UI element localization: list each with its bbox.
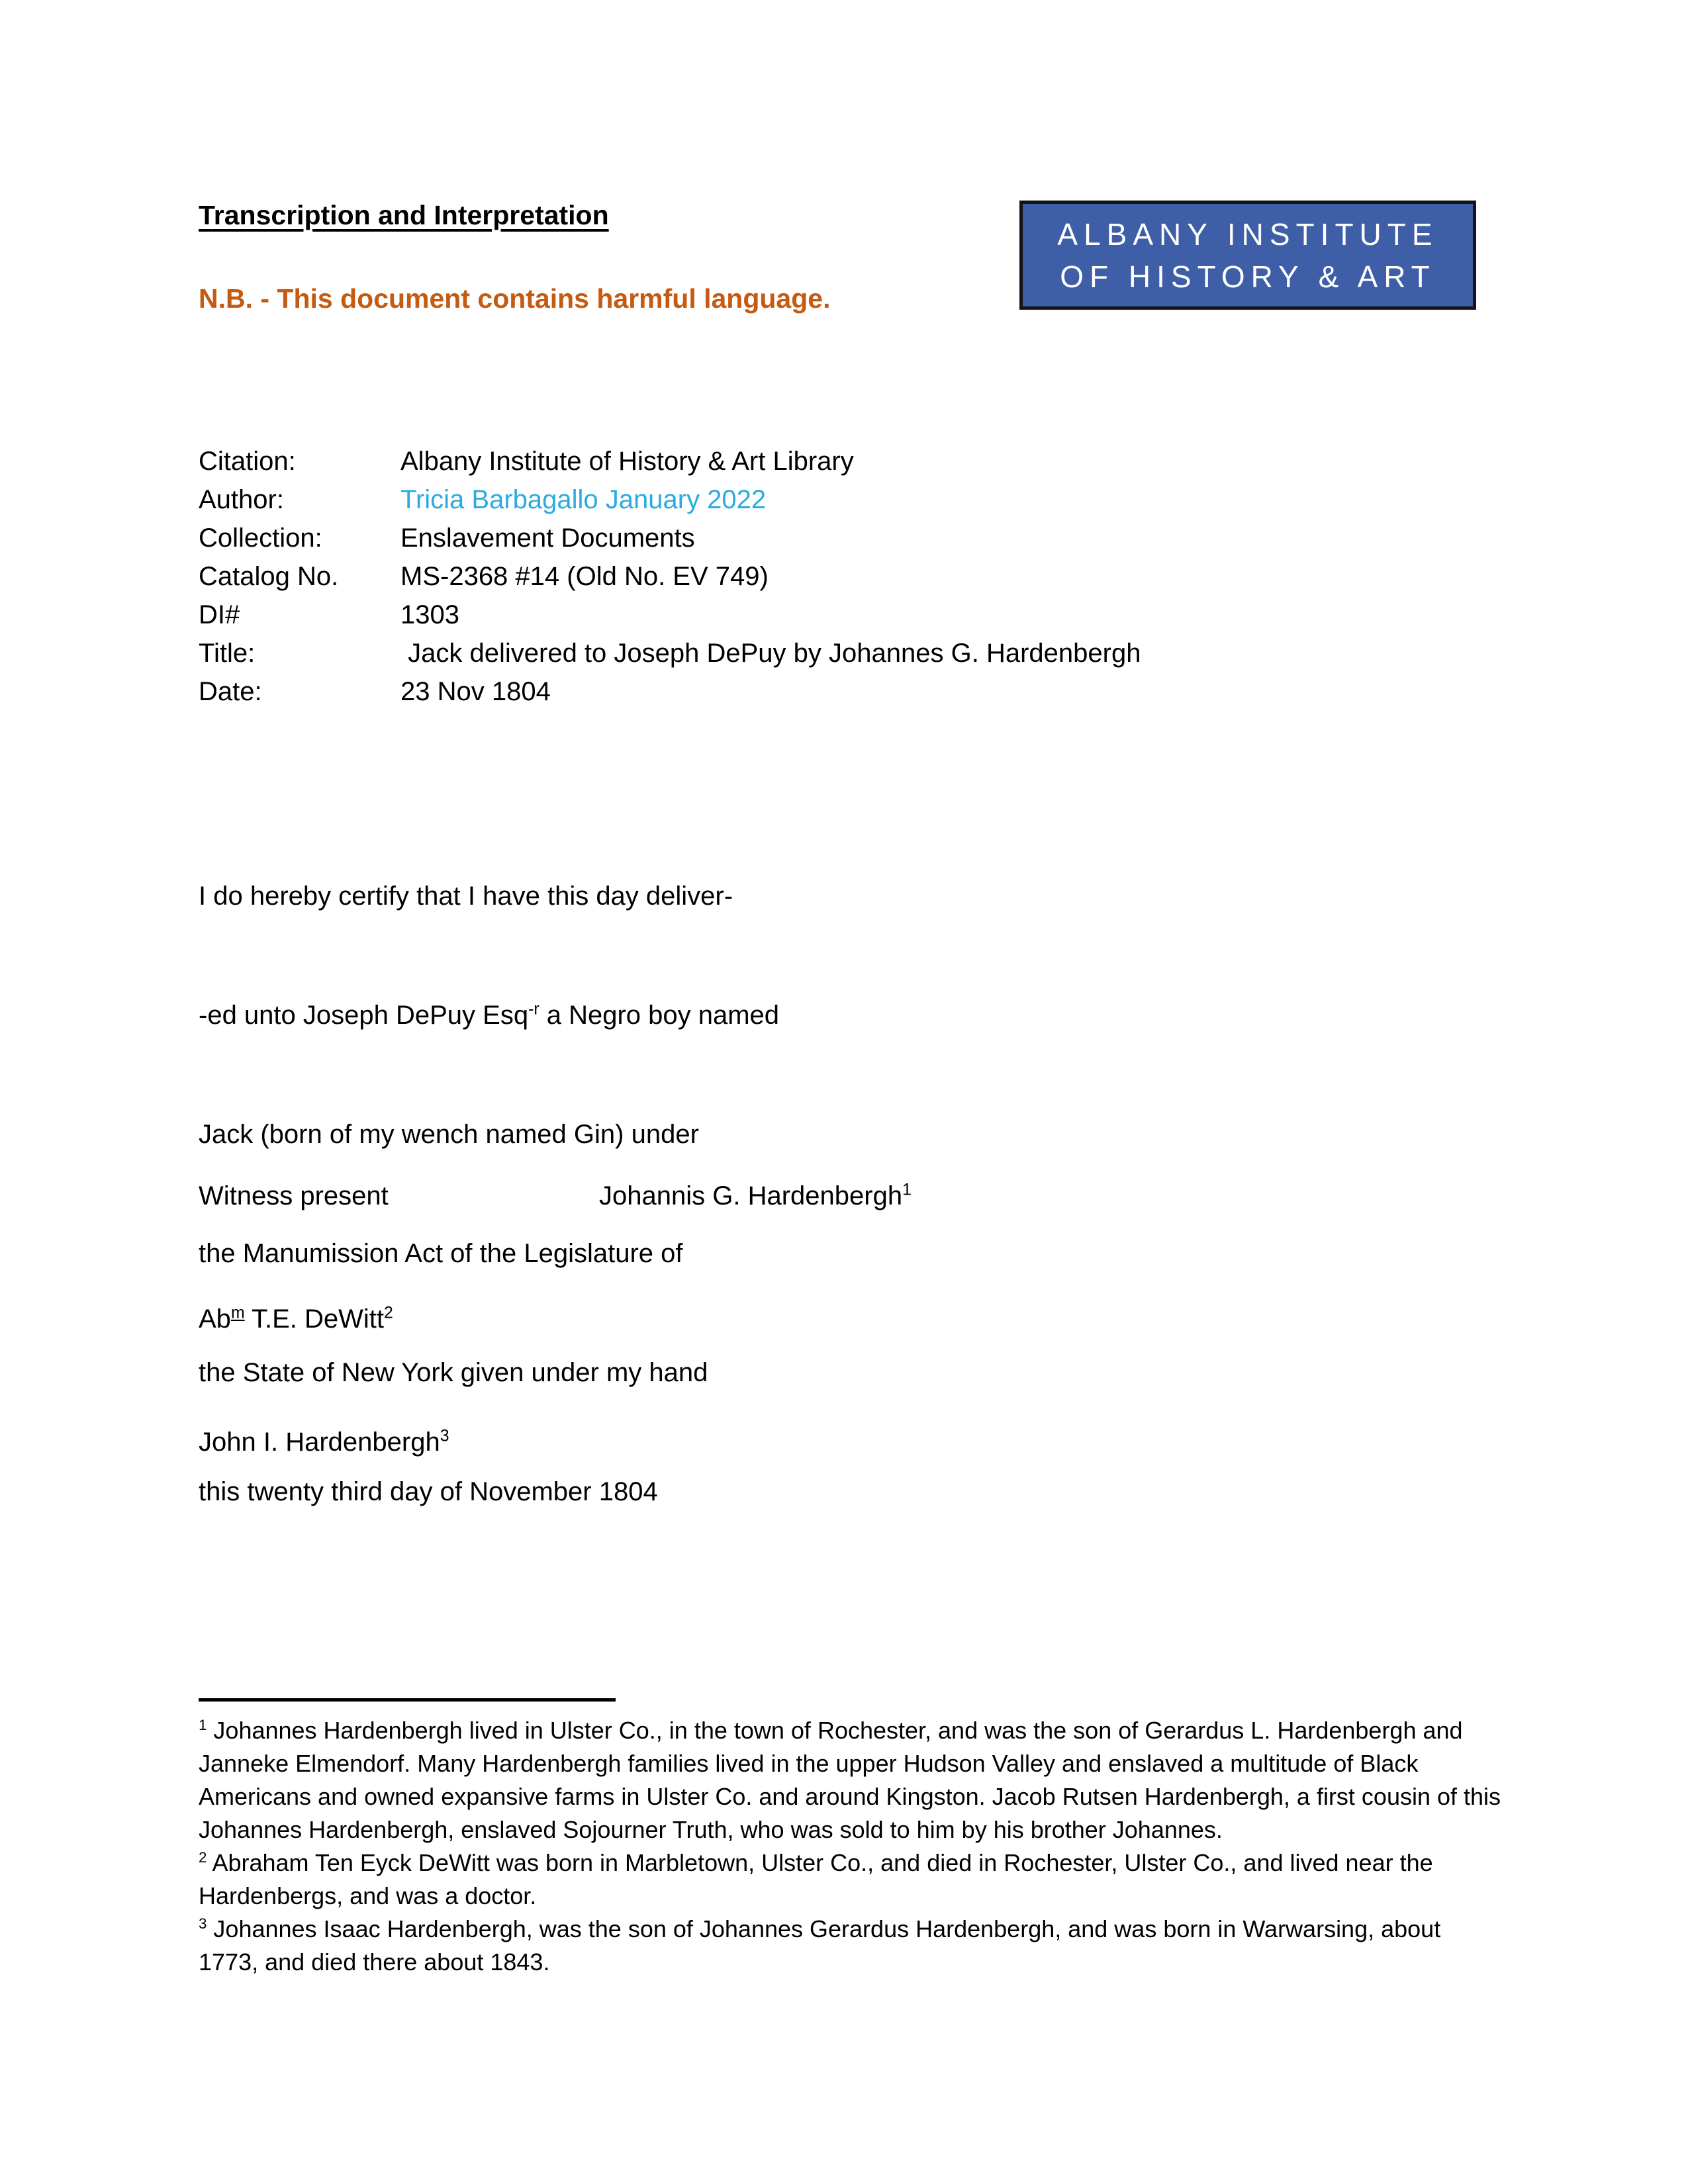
citation-row-author [199, 480, 1141, 519]
citation-row-date [199, 672, 1141, 711]
witness-3-name: John I. Hardenbergh [199, 1428, 440, 1457]
footnote-2 [199, 1846, 1506, 1913]
footnote-2-marker: 2 [199, 1849, 207, 1866]
transcription-line-4: the Manumission Act of the Legislature of [199, 1239, 683, 1268]
footnote-2-text: Abraham Ten Eyck DeWitt was born in Marbletown, Ulster Co., and died in Rochester, Ulster Co., and lived near the Hardenbergs, and was a doctor. [199, 1849, 1433, 1909]
footnote-3 [199, 1913, 1506, 1979]
logo-line-1: ALBANY INSTITUTE [1057, 216, 1438, 251]
transcription-line-2 [199, 995, 779, 1035]
witness-2-name-pre: Ab [199, 1304, 231, 1334]
catalog-no-value: MS-2368 #14 (Old No. EV 749) [400, 562, 769, 591]
witness-2-name-rest: T.E. DeWitt [244, 1304, 385, 1334]
title-value: Jack delivered to Joseph DePuy by Johannes G. Hardenbergh [400, 639, 1141, 668]
witness-row-3 [199, 1422, 912, 1463]
footnote-3-marker: 3 [199, 1915, 207, 1932]
citation-block [199, 442, 1141, 711]
harmful-language-notice: N.B. - This document contains harmful language. [199, 283, 831, 314]
footnote-ref-1: 1 [902, 1181, 912, 1199]
witness-row-1 [199, 1175, 912, 1216]
transcription-line-3: Jack (born of my wench named Gin) under [199, 1120, 699, 1149]
collection-label: Collection: [199, 523, 322, 553]
di-number-value: 1303 [400, 600, 459, 629]
footnote-1 [199, 1714, 1506, 1846]
citation-value: Albany Institute of History & Art Library [400, 447, 854, 476]
date-label: Date: [199, 677, 262, 706]
collection-value: Enslavement Documents [400, 523, 695, 553]
transcription-line-1: I do hereby certify that I have this day deliver- [199, 882, 733, 911]
citation-row-title [199, 634, 1141, 672]
witness-row-2 [199, 1298, 912, 1340]
date-value: 23 Nov 1804 [400, 677, 551, 706]
footnote-ref-3: 3 [440, 1427, 449, 1445]
citation-row-collection [199, 519, 1141, 557]
footnote-1-marker: 1 [199, 1717, 207, 1733]
transcription-line-5: the State of New York given under my hand [199, 1358, 708, 1387]
catalog-no-label: Catalog No. [199, 562, 339, 591]
footnote-1-text: Johannes Hardenbergh lived in Ulster Co., in the town of Rochester, and was the son of Gerardus L. Hardenbergh and Janneke Elmendorf. Many Hardenbergh families lived in the upper Hudson Valley and enslaved a multitude of Black Americans and owned expansive farms in Ulster Co. and around Kingston. Jacob Rutsen Hardenbergh, a first cousin of this Johannes Hardenbergh, enslaved Sojourner Truth, who was sold to him by his brother Johannes. [199, 1717, 1501, 1843]
witness-heading: Witness present [199, 1181, 389, 1210]
transcription-line-2-text: -ed unto Joseph DePuy Esq [199, 1001, 529, 1030]
footnotes-block [199, 1714, 1506, 1979]
esquire-superscript: -r [528, 1000, 539, 1019]
citation-row-di-number [199, 596, 1141, 634]
albany-institute-logo [1019, 201, 1476, 310]
footnote-3-text: Johannes Isaac Hardenbergh, was the son of Johannes Gerardus Hardenbergh, and was born in Warwarsing, about 1773, and died there about 1843. [199, 1915, 1441, 1976]
citation-label: Citation: [199, 447, 296, 476]
page-title: Transcription and Interpretation [199, 200, 609, 230]
signer-name: Johannis G. Hardenbergh [599, 1181, 903, 1210]
transcription-line-2-rest: a Negro boy named [539, 1001, 780, 1030]
title-label: Title: [199, 639, 256, 668]
author-label: Author: [199, 485, 284, 514]
abbreviation-superscript: m [230, 1304, 245, 1322]
logo-line-2: OF HISTORY & ART [1060, 259, 1436, 294]
citation-row-catalog-no [199, 557, 1141, 596]
author-value: Tricia Barbagallo January 2022 [400, 485, 767, 514]
footnote-separator [199, 1698, 616, 1702]
di-number-label: DI# [199, 600, 240, 629]
witness-block [199, 1093, 912, 1545]
transcription-line-6: this twenty third day of November 1804 [199, 1477, 658, 1506]
footnote-ref-2: 2 [384, 1304, 393, 1322]
citation-row-citation [199, 442, 1141, 480]
